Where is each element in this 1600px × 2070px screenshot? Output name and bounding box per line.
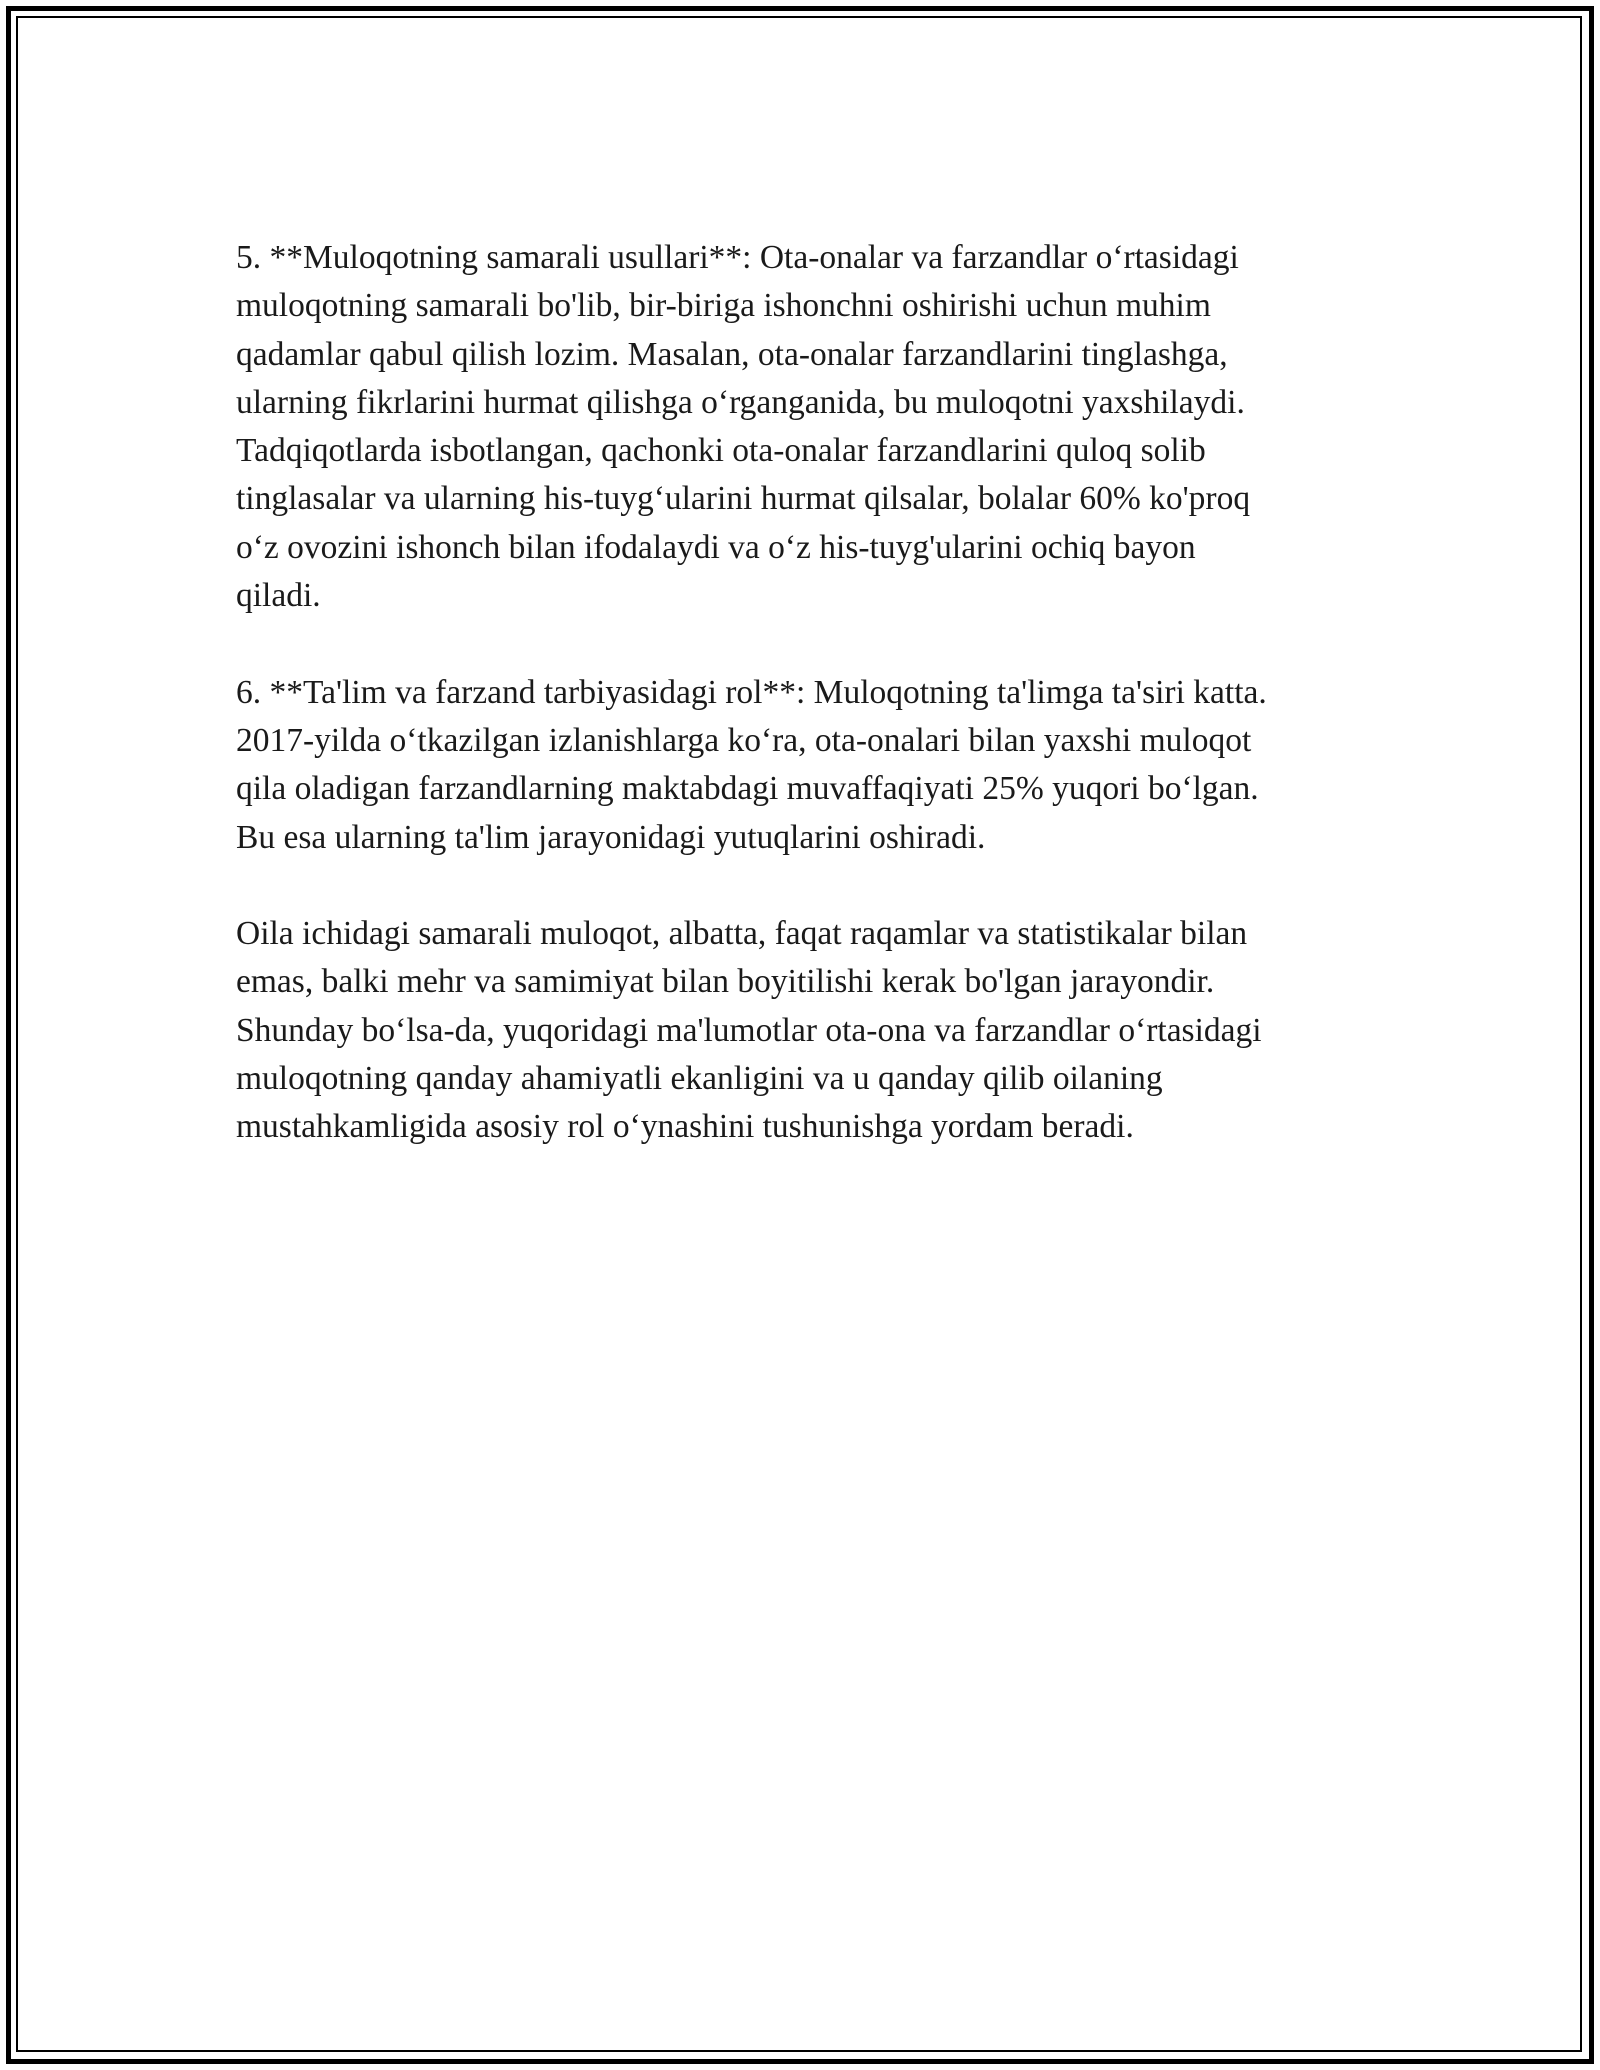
- paragraph-education-role: 6. **Ta'lim va farzand tarbiyasidagi rol**: Muloqotning ta'limga ta'siri katta. 2017-yilda o‘tkazilgan izlanishlarga ko‘ra, ota-onalari bilan yaxshi muloqot qila oladigan farzandlarning maktabdagi muvaffaqiyati 25% yuqori bo‘lgan. Bu esa ularning ta'lim jarayonidagi yutuqlarini oshiradi.: [236, 673, 1267, 856]
- paragraph-conclusion: Oila ichidagi samarali muloqot, albatta, faqat raqamlar va statistikalar bilan emas, balki mehr va samimiyat bilan boyitilishi kerak bo'lgan jarayondir. Shunday bo‘lsa-da, yuqoridagi ma'lumotlar ota-ona va farzandlar o‘rtasidagi muloqotning qanday ahamiyatli ekanligini va u qanday qilib oilaning mustahkamligida asosiy rol o‘ynashini tushunishga yordam beradi.: [236, 915, 1262, 1146]
- paragraph-communication-methods: 5. **Muloqotning samarali usullari**: Ota-onalar va farzandlar o‘rtasidagi muloqotning samarali bo'lib, bir-biriga ishonchni oshirishi uchun muhim qadamlar qabul qilish lozim. Masalan, ota-onalar farzandlarini tinglashga, ularning fikrlarini hurmat qilishga o‘rganganida, bu muloqotni yaxshilaydi. Tadqiqotlarda isbotlangan, qachonki ota-onalar farzandlarini quloq solib tinglasalar va ularning his-tuyg‘ularini hurmat qilsalar, bolalar 60% ko'proq o‘z ovozini ishonch bilan ifodalaydi va o‘z his-tuyg'ularini ochiq bayon qiladi.: [236, 239, 1251, 615]
- document-body: [236, 234, 1376, 1200]
